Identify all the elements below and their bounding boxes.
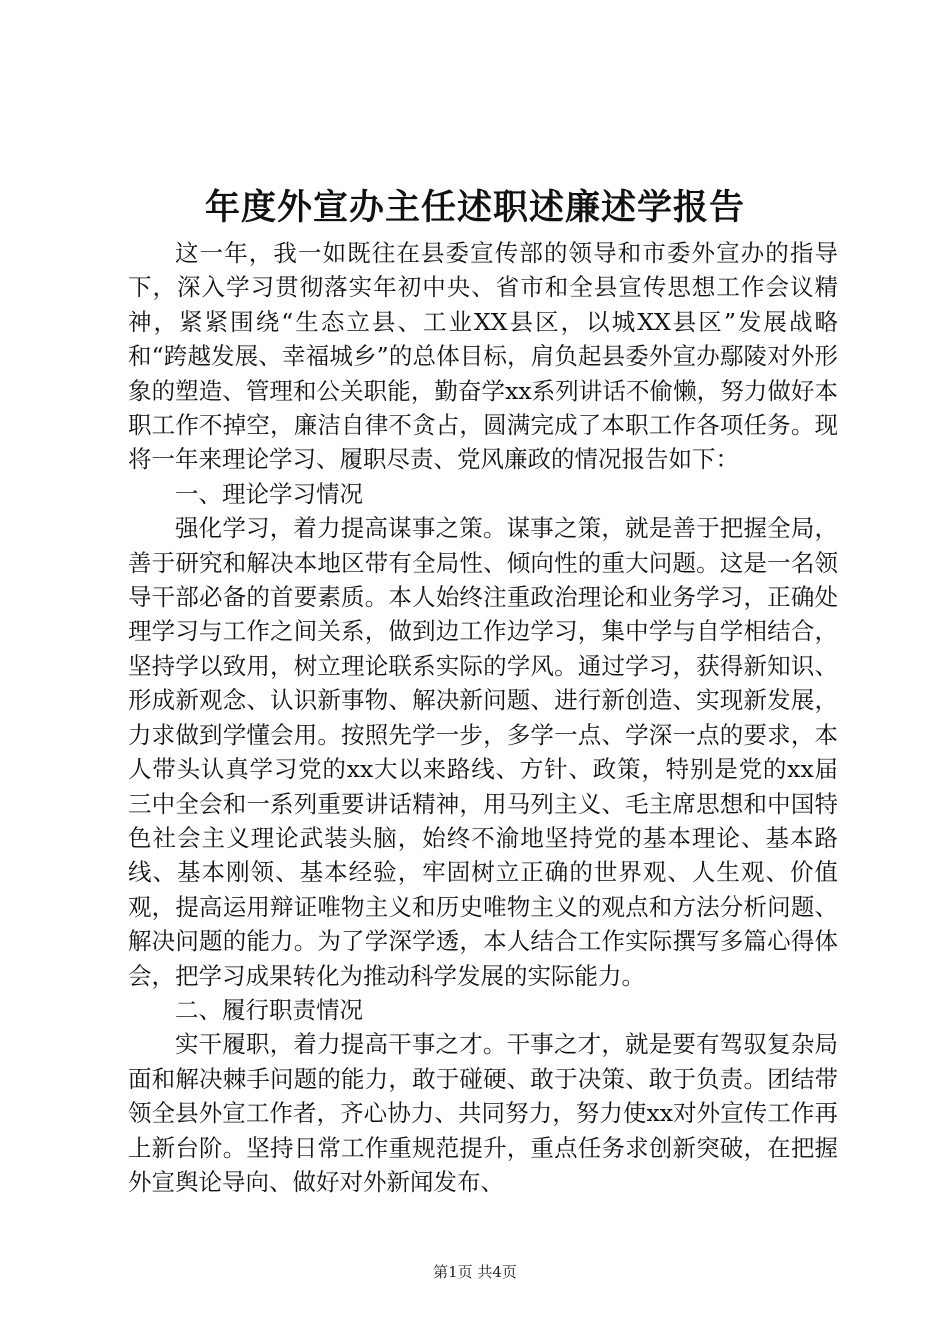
page-number-footer: 第1页 共4页 [433, 1263, 517, 1281]
document-body [128, 236, 838, 1199]
intro-paragraph: 这一年，我一如既往在县委宣传部的领导和市委外宣办的指导下，深入学习贯彻落实年初中央、省市和全县宣传思想工作会议精神，紧紧围绕“生态立县、工业XX县区，以城XX县区”发展战略和“跨越发展、幸福城乡”的总体目标，肩负起县委外宣办鄢陵对外形象的塑造、管理和公关职能，勤奋学xx系列讲话不偷懒，努力做好本职工作不掉空，廉洁自律不贪占，圆满完成了本职工作各项任务。现将一年来理论学习、履职尽责、党风廉政的情况报告如下： [128, 239, 838, 474]
theory-study-paragraph: 强化学习，着力提高谋事之策。谋事之策，就是善于把握全局，善于研究和解决本地区带有全局性、倾向性的重大问题。这是一名领导干部必备的首要素质。本人始终注重政治理论和业务学习，正确处理学习与工作之间关系，做到边工作边学习，集中学与自学相结合，坚持学以致用，树立理论联系实际的学风。通过学习，获得新知识、形成新观念、认识新事物、解决新问题、进行新创造、实现新发展，力求做到学懂会用。按照先学一步，多学一点、学深一点的要求，本人带头认真学习党的xx大以来路线、方针、政策，特别是党的xx届三中全会和一系列重要讲话精神，用马列主义、毛主席思想和中国特色社会主义理论武装头脑，始终不渝地坚持党的基本理论、基本路线、基本刚领、基本经验，牢固树立正确的世界观、人生观、价值观，提高运用辩证唯物主义和历史唯物主义的观点和方法分析问题、解决问题的能力。为了学深学透，本人结合工作实际撰写多篇心得体会，把学习成果转化为推动科学发展的实际能力。 [128, 514, 838, 990]
document-title: 年度外宣办主任述职述廉述学报告 [204, 187, 745, 228]
section-heading-theory-study: 一、理论学习情况 [175, 479, 363, 508]
section-heading-duty-performance: 二、履行职责情况 [175, 995, 363, 1024]
duty-performance-paragraph: 实干履职，着力提高干事之才。干事之才，就是要有驾驭复杂局面和解决棘手问题的能力，敢于碰硬、敢于决策、敢于负责。团结带领全县外宣工作者，齐心协力、共同努力，努力使xx对外宣传工作再上新台阶。坚持日常工作重规范提升，重点任务求创新突破，在把握外宣舆论导向、做好对外新闻发布、 [128, 1030, 838, 1196]
